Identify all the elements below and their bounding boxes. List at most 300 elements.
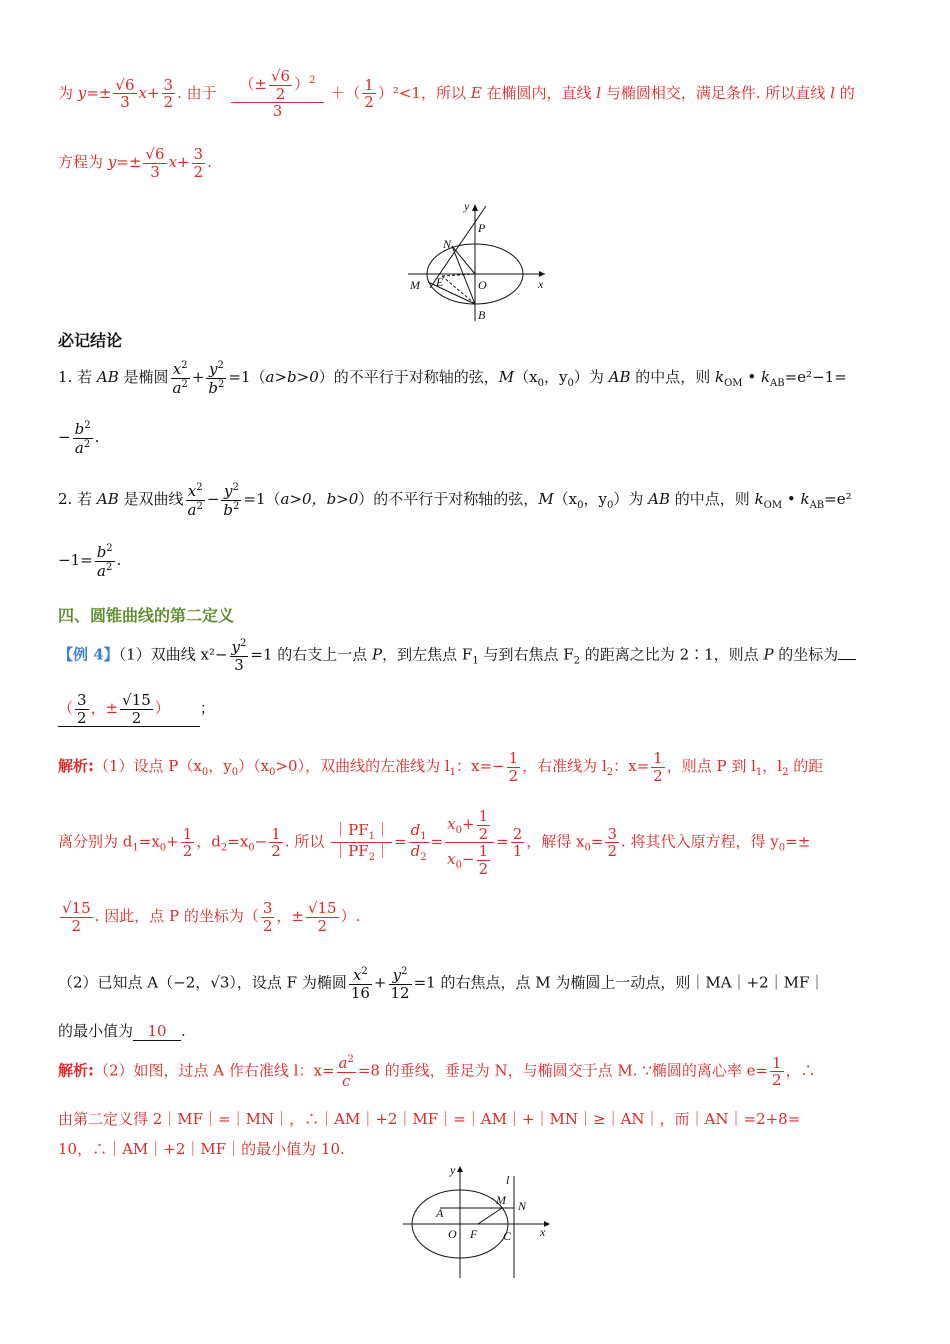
math: M	[538, 490, 554, 508]
sub: 1	[132, 842, 139, 854]
den	[221, 501, 241, 519]
num: 1	[508, 749, 519, 767]
label-O: O	[448, 1227, 457, 1241]
text: ）（x	[238, 757, 270, 775]
den: 2	[317, 916, 328, 935]
fraction	[186, 482, 205, 518]
fraction	[389, 966, 412, 1001]
math: AB	[96, 490, 119, 508]
v: c	[341, 1071, 351, 1090]
math: AB	[648, 490, 671, 508]
conclusion-2-line-2	[58, 543, 950, 579]
text: ｜	[375, 842, 391, 860]
label-N: N	[518, 1199, 527, 1213]
num: 1	[478, 807, 489, 825]
fraction	[192, 146, 206, 180]
sup: 2	[240, 638, 247, 649]
text: （1）双曲线 x²−	[118, 645, 228, 664]
label-F: F	[470, 1227, 478, 1241]
fraction	[143, 146, 166, 180]
den: 2	[262, 916, 273, 935]
label-B: B	[478, 308, 486, 322]
solution-1-line-1	[58, 750, 950, 784]
sup: 2	[106, 543, 113, 554]
num	[331, 822, 392, 843]
text: =1 的右焦点，点 M 为椭圆上一动点，则｜MA｜+2｜MF｜	[413, 973, 825, 992]
num: $x_0+$ $\frac{1}{2}$	[445, 808, 494, 843]
fraction	[605, 826, 619, 860]
num: 3	[163, 75, 174, 94]
den	[73, 439, 93, 457]
text: =1（	[243, 490, 281, 508]
text: .	[94, 428, 100, 446]
text: −1=	[58, 551, 93, 569]
fraction	[409, 822, 429, 863]
fraction	[95, 543, 115, 579]
text: （2）已知点 A（−2，	[58, 973, 211, 992]
v: a	[338, 1054, 348, 1072]
text: −	[254, 832, 268, 851]
text: 的中点，则	[670, 490, 755, 508]
den	[409, 843, 429, 863]
solution-1-line-3	[58, 900, 950, 934]
num: √15	[122, 691, 151, 709]
fraction	[113, 77, 136, 111]
text: 1. 若	[58, 368, 97, 386]
sup: 2	[233, 500, 240, 512]
text: ＋（	[330, 83, 361, 102]
text: 的中点，则	[630, 368, 716, 386]
fraction	[60, 900, 93, 934]
sub: OM	[724, 378, 743, 389]
text: =8 的垂线，垂足为 N，与椭圆交于点 M. ∵椭圆的离心率 e=	[357, 1061, 769, 1080]
num: 3	[607, 824, 617, 843]
text: ）为	[573, 368, 609, 386]
sup: 2	[84, 420, 91, 431]
num: 3	[77, 691, 87, 709]
sub: 1	[449, 767, 457, 778]
num: 1	[364, 75, 374, 94]
math: x+	[138, 83, 160, 102]
v: a	[172, 378, 182, 397]
sub: 0	[567, 378, 574, 389]
text: ）.	[340, 907, 361, 925]
math: M	[498, 368, 515, 386]
text: 的距	[788, 757, 824, 775]
text: •	[782, 490, 801, 508]
den: 2	[478, 824, 489, 843]
sup: 2	[232, 482, 239, 493]
num: √6	[145, 145, 165, 163]
num	[230, 638, 249, 657]
text: 是双曲线	[118, 490, 184, 508]
text: =1（	[228, 368, 266, 386]
v: a	[187, 500, 197, 519]
answer-blank	[58, 692, 200, 727]
num	[389, 966, 412, 985]
sup: 2	[401, 966, 408, 977]
den: 2	[131, 708, 142, 727]
solution-line-1	[58, 68, 950, 120]
text: ，±	[90, 699, 119, 717]
v: y	[392, 966, 402, 984]
sup: 2	[181, 360, 188, 371]
sup: 2	[217, 360, 224, 371]
num	[95, 543, 115, 562]
num	[206, 360, 226, 379]
text: .	[116, 551, 122, 569]
fraction	[337, 1054, 356, 1089]
sub: AB	[809, 500, 825, 511]
den: 2	[271, 842, 281, 860]
den: 2	[193, 162, 204, 181]
den: 2	[653, 766, 663, 785]
num: √15	[62, 899, 91, 917]
text: ，右准线为 l	[522, 757, 607, 775]
sup: 2	[196, 482, 203, 493]
den	[95, 562, 115, 580]
text: 与到右焦点 F	[478, 645, 574, 664]
label-O: O	[478, 278, 487, 292]
num: 1	[478, 842, 489, 860]
den	[171, 379, 190, 397]
text: 的最小值为	[58, 1022, 134, 1040]
sub: 0	[537, 378, 544, 389]
v: a	[74, 438, 84, 457]
math: k	[800, 490, 810, 508]
text: （±	[239, 75, 267, 93]
sub: 1	[755, 767, 763, 778]
fraction	[362, 77, 376, 111]
math: AB	[608, 368, 631, 386]
solution-2-line-2: 由第二定义得 2｜MF｜=｜MN｜，∴｜AM｜+2｜MF｜=｜AM｜+｜MN｜≥｜AN｜，而｜AN｜=2+8=	[58, 1110, 801, 1128]
question-2-line-2	[58, 1020, 950, 1041]
text: 是椭圆	[118, 368, 169, 386]
sub: OM	[763, 500, 783, 511]
text: •	[742, 368, 761, 386]
v: b	[223, 500, 234, 519]
section-heading: 必记结论	[58, 331, 123, 350]
math: k	[715, 368, 725, 386]
text: ），设点 F 为椭圆	[229, 973, 347, 992]
num: √15	[307, 899, 337, 917]
text: （	[58, 699, 74, 717]
text: ，∴	[785, 1061, 816, 1080]
text: 2. 若	[58, 490, 97, 508]
v: y	[208, 360, 218, 378]
sup: 2	[181, 378, 188, 390]
solution-2-line-3: 10，∴｜AM｜+2｜MF｜的最小值为 10.	[58, 1140, 345, 1158]
sup: 2	[196, 500, 203, 512]
v: a	[97, 561, 106, 580]
den: 1	[512, 842, 523, 860]
den	[331, 843, 392, 863]
text: =	[590, 832, 604, 851]
text: . 因此，点 P 的坐标为（	[94, 907, 259, 925]
conclusion-2-line-1: 2. 若 AB 是双曲线 $\frac{x^2}{a^2}$ − $\frac{y^2}{b^2}$ =1（a>0，b>0）的不平行于对称轴的弦，$M(x_0$，$y_0$）为 AB 的中点，则 $k_{OM}$ • $k_{AB}=e^2$	[58, 482, 852, 519]
sub: 2	[606, 767, 614, 778]
text: （1）设点 P（x	[94, 757, 202, 775]
den: 2	[163, 93, 174, 112]
fraction	[261, 900, 275, 934]
num	[73, 420, 93, 439]
fraction	[75, 692, 89, 726]
den: 2	[182, 842, 193, 860]
label-y: y	[450, 1163, 456, 1177]
section-heading-2: 四、圆锥曲线的第二定义	[58, 606, 235, 625]
fraction	[269, 826, 283, 860]
fraction	[221, 482, 241, 518]
den	[206, 379, 226, 397]
sub: 0	[584, 842, 591, 854]
math: k	[754, 490, 764, 508]
math: E	[470, 83, 482, 102]
label-y: y	[464, 199, 470, 213]
sub: 0	[455, 860, 463, 871]
fraction	[306, 900, 339, 934]
v: b	[208, 378, 219, 397]
text: 为	[58, 83, 78, 102]
fraction	[181, 826, 195, 860]
label-C: C	[503, 1229, 512, 1243]
text: （x	[514, 368, 538, 386]
solution-label: 解析:	[58, 757, 94, 775]
v: b	[96, 543, 107, 561]
sub: 2	[782, 767, 789, 778]
fraction	[269, 68, 292, 102]
text: ）的不平行于对称轴的弦，	[358, 490, 539, 508]
answer-blank: 10	[133, 1022, 181, 1041]
example-tag: 【例 4】	[58, 645, 119, 664]
text: 的距离之比为 2∶1，则点	[580, 645, 764, 664]
num: 3	[193, 145, 204, 163]
example-4-answer	[58, 692, 950, 727]
label-E: E	[436, 275, 444, 289]
sub: 2	[220, 842, 228, 854]
v: d	[410, 821, 421, 839]
math: k	[760, 368, 771, 386]
den: 2	[71, 916, 82, 935]
sub: 2	[368, 852, 376, 863]
num	[186, 482, 205, 501]
den: 2	[508, 766, 519, 785]
label-M: M	[410, 278, 420, 292]
den: 2	[772, 1071, 782, 1089]
sub: 0	[231, 767, 239, 778]
sup: 2	[218, 378, 225, 390]
segment-EB	[442, 276, 475, 304]
v: x	[447, 850, 456, 868]
num	[221, 482, 241, 501]
den: 3	[234, 655, 244, 674]
text: （x	[553, 490, 578, 508]
label-x: x	[538, 277, 544, 291]
sub: 0	[269, 767, 276, 778]
text: ，到左焦点 F	[382, 645, 473, 664]
text: ，解得 x	[526, 832, 585, 851]
text: 的坐标为	[773, 645, 839, 664]
sub: 0	[159, 842, 167, 854]
text: ；	[199, 699, 215, 717]
y-arrow	[472, 204, 478, 211]
text: =e²	[824, 490, 852, 508]
label-N: N	[443, 237, 452, 251]
sup: 2	[105, 561, 113, 573]
num	[337, 1054, 356, 1073]
sub: 2	[573, 655, 581, 667]
math: P	[763, 645, 774, 664]
den: 2	[607, 842, 617, 860]
label-M: M	[496, 1193, 506, 1207]
num: 2	[512, 824, 523, 843]
sub: 0	[248, 842, 255, 854]
text: 方程为	[58, 153, 108, 171]
num: 1	[182, 824, 193, 843]
text: ，y	[543, 368, 568, 386]
text: 离分别为 d	[58, 832, 133, 851]
den: 2	[364, 93, 374, 112]
big-fraction	[231, 68, 323, 120]
num	[231, 68, 323, 103]
num: 1	[271, 824, 281, 843]
sub: 0	[455, 825, 463, 836]
fraction	[511, 826, 525, 860]
num: √6	[115, 75, 135, 94]
text: ｜PF	[333, 842, 369, 860]
sup: 2	[347, 1054, 354, 1065]
num	[171, 360, 190, 379]
text: >0），双曲线的左准线为 l	[275, 757, 450, 775]
text: √3	[210, 973, 230, 992]
label-P: P	[478, 221, 486, 235]
v: y	[223, 482, 233, 500]
y-arrow	[457, 1166, 463, 1172]
solution-line-2	[58, 146, 950, 180]
text: .	[181, 1022, 186, 1040]
text: . 所以	[284, 832, 325, 851]
v: x	[352, 966, 362, 984]
conclusion-1-line-2	[58, 420, 950, 456]
fraction	[477, 808, 491, 842]
v: y	[231, 638, 241, 656]
fraction	[331, 822, 392, 863]
v: x	[447, 815, 456, 833]
den: 2	[275, 84, 286, 103]
sub: 0	[577, 500, 584, 511]
math: l	[830, 83, 835, 102]
text: ，则点 P 到 l	[666, 757, 756, 775]
sup: 2	[361, 966, 368, 977]
text: .	[207, 153, 212, 171]
text: =x	[227, 832, 249, 851]
v: d	[410, 842, 421, 860]
den: 3	[120, 93, 130, 112]
math: y=±	[107, 153, 142, 171]
fraction	[477, 843, 491, 877]
text: =	[394, 832, 407, 851]
text: +	[166, 832, 179, 851]
question-2-line-1: （2）已知点 A（−2，√3），设点 F 为椭圆 $\frac{x^2}{16}$ + $\frac{y^2}{12}$ =1 的右焦点，点 M 为椭圆上一动点，则｜MA｜+2｜MF｜	[58, 966, 825, 1002]
label-x: x	[540, 1225, 546, 1239]
fraction	[206, 360, 226, 396]
fraction	[507, 750, 521, 784]
num	[349, 966, 372, 985]
sup: 2	[309, 75, 316, 86]
den: $x_0-$ $\frac{1}{2}$	[447, 842, 489, 878]
fraction	[162, 77, 176, 111]
math: AB	[96, 368, 119, 386]
text: ，l	[762, 757, 783, 775]
math: P	[372, 645, 383, 664]
den: 12	[390, 983, 410, 1002]
den: 2	[478, 859, 489, 878]
math: a>b>0	[265, 368, 319, 386]
text: ｜	[375, 821, 391, 839]
text: ，d	[196, 832, 221, 851]
text: ）	[154, 699, 170, 717]
segment-NO	[452, 246, 475, 274]
text: =±	[785, 832, 811, 851]
text: 在椭圆内，直线	[481, 83, 597, 102]
text: ）²<1，所以	[377, 83, 471, 102]
conclusion-1-line-1: 1. 若 AB 是椭圆 $\frac{x^2}{a^2}$ + $\frac{y^2}{b^2}$ =1（a>b>0）的不平行于对称轴的弦，$M(x_0$，$y_0$）为 AB 的中点，则 $k_{OM}$ • $k_{AB}=e^2-1=$	[58, 360, 847, 397]
math: l	[596, 83, 602, 102]
sup: 2	[83, 438, 91, 450]
text: −	[58, 428, 71, 446]
text: ，y	[583, 490, 607, 508]
text: 的	[834, 83, 855, 102]
ellipse-figure-1	[400, 196, 560, 326]
blank	[838, 659, 856, 660]
sub: 1	[472, 655, 479, 667]
solution-label: 解析:	[58, 1061, 94, 1080]
ellipse-figure-2	[398, 1162, 558, 1282]
num: 1	[772, 1053, 782, 1072]
text: ，y	[208, 757, 232, 775]
text: =	[496, 832, 509, 851]
math: y=±	[77, 83, 112, 102]
den: 3	[272, 102, 283, 120]
text: . 由于	[177, 83, 217, 102]
solution-1-line-2	[58, 808, 950, 877]
sub: 0	[778, 842, 786, 854]
solution-2-line-1	[58, 1054, 950, 1089]
label-A: A	[436, 1206, 444, 1220]
fraction	[171, 360, 190, 396]
fraction	[73, 420, 93, 456]
math: a>0，b>0	[280, 490, 359, 508]
num	[409, 822, 429, 843]
sub: 0	[201, 767, 209, 778]
text: . 将其代入原方程，得 y	[621, 832, 779, 851]
num: 1	[653, 749, 663, 767]
math: x+	[168, 153, 190, 171]
text: =e²−1=	[784, 368, 847, 386]
den: 3	[150, 162, 160, 181]
v: x	[172, 360, 182, 378]
num: 3	[262, 899, 273, 917]
num: √6	[271, 67, 291, 85]
den	[337, 1073, 356, 1090]
sub: 2	[420, 852, 427, 863]
text: ：x=	[613, 757, 650, 775]
fraction	[770, 1055, 784, 1089]
text: ｜PF	[333, 821, 369, 839]
sub: AB	[770, 378, 785, 389]
text: =	[430, 832, 444, 851]
segment-FM	[478, 1208, 502, 1224]
text: =1 的右支上一点	[250, 645, 373, 664]
